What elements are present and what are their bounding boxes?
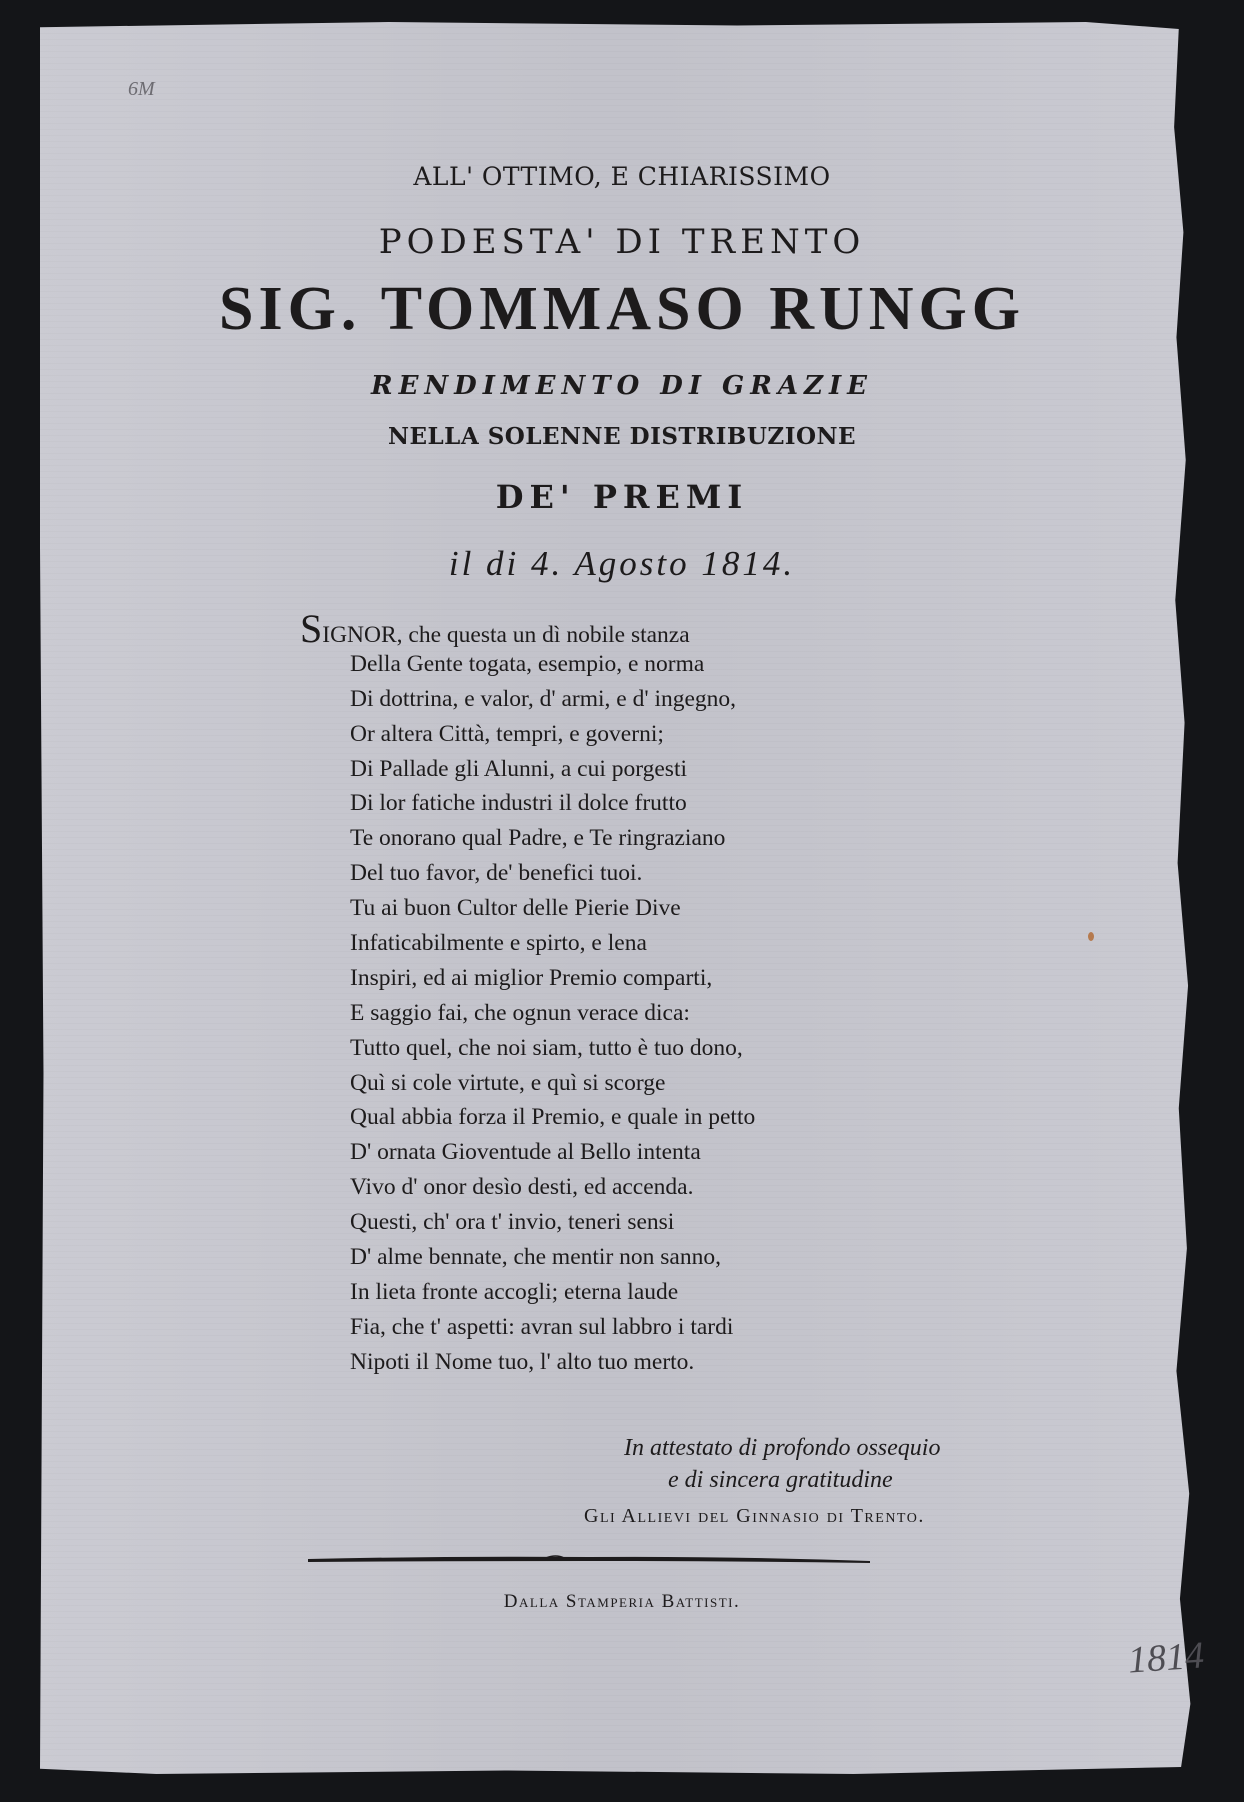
heading-prizes: DE' PREMI — [495, 478, 749, 516]
poem-line-text: IGNOR, che questa un dì nobile stanza — [322, 622, 690, 648]
poem-line: In lieta fronte accogli; eterna laude — [350, 1278, 679, 1305]
poem-line: Quì si cole virtute, e quì si scorge — [350, 1069, 666, 1096]
closing-line-1: In attestato di profondo ossequio — [624, 1435, 941, 1461]
poem-line: E saggio fai, che ognun verace dica: — [350, 999, 690, 1026]
decorative-rule — [306, 1550, 872, 1570]
heading-name: SIG. TOMMASO RUNGG — [219, 275, 1025, 343]
drop-cap: S — [300, 606, 323, 651]
poem-line: Vivo d' onor desìo desti, ed accenda. — [350, 1174, 694, 1201]
heading-dedication: ALL' OTTIMO, E CHIARISSIMO — [413, 162, 831, 191]
poem-line: Questi, ch' ora t' invio, teneri sensi — [350, 1209, 675, 1236]
poem-line: Tutto quel, che noi siam, tutto è tuo dono, — [350, 1034, 743, 1061]
signature: Gli Allievi del Ginnasio di Trento. — [584, 1505, 925, 1527]
poem-line: Tu ai buon Cultor delle Pierie Dive — [350, 895, 681, 922]
heading-occasion: NELLA SOLENNE DISTRIBUZIONE — [387, 423, 857, 450]
poem-line: Qual abbia forza il Premio, e quale in petto — [350, 1104, 756, 1131]
closing-line-2: e di sincera gratitudine — [668, 1467, 893, 1493]
poem-line: D' alme bennate, che mentir non sanno, — [350, 1244, 721, 1271]
poem — [300, 606, 920, 1380]
poem-line: Nipoti il Nome tuo, l' alto tuo merto. — [350, 1348, 695, 1375]
poem-line: Inspiri, ed ai miglior Premio comparti, — [350, 964, 713, 991]
heading-office: PODESTA' DI TRENTO — [378, 222, 866, 262]
poem-line: Fia, che t' aspetti: avran sul labbro i tardi — [350, 1313, 734, 1340]
pencil-note-bottom: 1814 — [1126, 1634, 1206, 1682]
poem-line: Di Pallade gli Alunni, a cui porgesti — [350, 755, 688, 782]
paper-stain — [1088, 932, 1094, 941]
heading-subject: RENDIMENTO DI GRAZIE — [370, 371, 873, 401]
poem-line: Infaticabilmente e spirto, e lena — [350, 930, 647, 957]
poem-line: Della Gente togata, esempio, e norma — [350, 650, 705, 677]
poem-lines — [300, 647, 920, 1380]
poem-line: D' ornata Gioventude al Bello intenta — [350, 1139, 701, 1166]
poem-line: Del tuo favor, de' benefici tuoi. — [350, 860, 643, 887]
poem-line: Di dottrina, e valor, d' armi, e d' ingegno, — [350, 685, 737, 712]
poem-first-line — [300, 606, 920, 651]
poem-line: Or altera Città, tempri, e governi; — [350, 720, 664, 747]
pencil-note-top: 6M — [128, 78, 155, 100]
heading-date: il di 4. Agosto 1814. — [448, 544, 796, 583]
printer-imprint: Dalla Stamperia Battisti. — [503, 1591, 741, 1612]
poem-line: Te onorano qual Padre, e Te ringraziano — [350, 825, 726, 852]
poem-line: Di lor fatiche industri il dolce frutto — [350, 790, 687, 817]
